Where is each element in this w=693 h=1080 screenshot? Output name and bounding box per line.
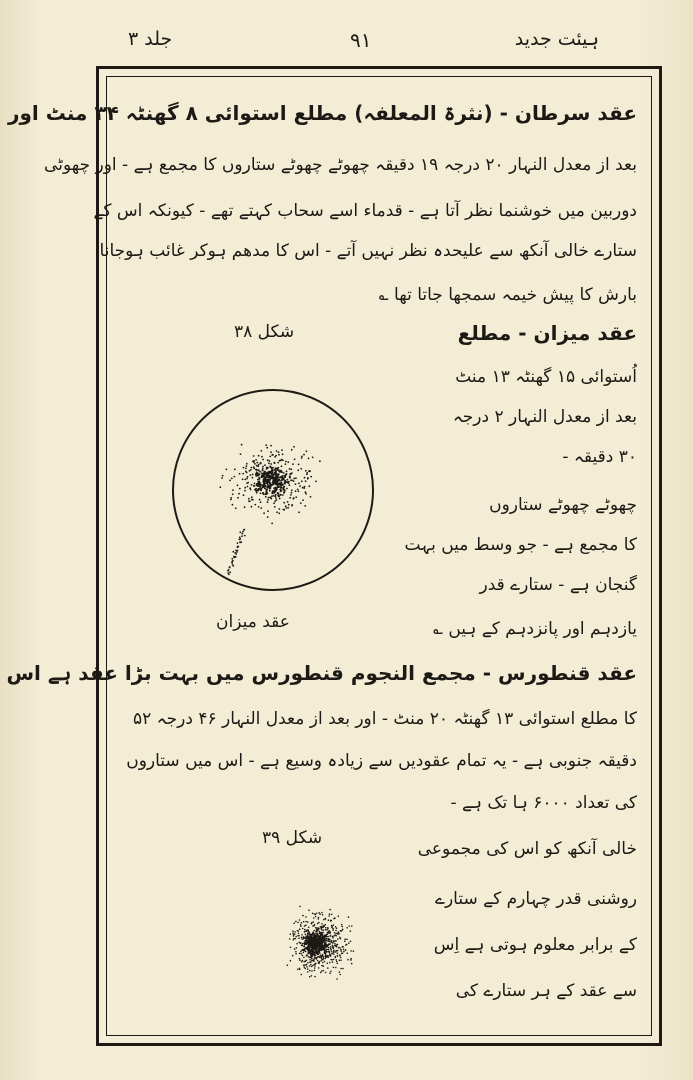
text-line: سے عقد کے ہر ستارے کی: [455, 981, 637, 1001]
text-line: کا مطلع استوائی ۱۳ گھنٹہ ۲۰ منٹ - اور بعد از معدل النہار ۴۶ درجہ ۵۲: [132, 709, 637, 729]
star-cluster-38: [172, 389, 374, 591]
figure-39-label: شکل ۳۹: [262, 828, 323, 848]
text-line: دوربین میں خوشنما نظر آتا ہے - قدماء اسے سحاب کہتے تھے - کیونکہ اس کے: [93, 201, 637, 221]
text-line: خالی آنکھ کو اس کی مجموعی: [417, 839, 637, 859]
text-line: یازدہم اور پانزدہم کے ہیں ؎: [432, 619, 637, 639]
page-number: ۹۱: [350, 28, 372, 52]
text-line: عقد میزان - مطلع: [457, 321, 637, 345]
text-line: عقد قنطورس - مجمع النجوم قنطورس میں بہت بڑا عقد ہے اس: [6, 661, 637, 685]
text-line: بعد از معدل النہار ۲۰ درجہ ۱۹ دقیقہ چھوٹے چھوٹے ستاروں کا مجمع ہے - اور چھوٹی: [44, 155, 637, 175]
text-line: ستارے خالی آنکھ سے علیحدہ نظر نہیں آتے - اس کا مدھم ہوکر غائب ہوجانا: [99, 241, 637, 261]
volume-label: جلد ۳: [128, 28, 173, 50]
text-line: کے برابر معلوم ہوتی ہے اِس: [433, 935, 637, 955]
text-line: بعد از معدل النہار ۲ درجہ: [452, 407, 637, 427]
figure-38-caption: عقد میزان: [216, 612, 290, 632]
text-line: روشنی قدر چہارم کے ستارے: [435, 889, 637, 909]
figure-38-label: شکل ۳۸: [234, 322, 295, 342]
text-line: کا مجمع ہے - جو وسط میں بہت: [404, 535, 637, 555]
book-title: ہیئت جدید: [514, 28, 599, 50]
text-line: کی تعداد ۶۰۰۰ ہا تک ہے -: [450, 793, 637, 813]
text-line: چھوٹے چھوٹے ستاروں: [489, 495, 637, 515]
text-line: گنجان ہے - ستارے قدر: [479, 575, 637, 595]
text-line: عقد سرطان - (نثرۃ المعلفہ) مطلع استوائی ۸ گھنٹہ ۳۴ منٹ اور: [7, 101, 637, 125]
text-line: ۳۰ دقیقہ -: [562, 447, 637, 467]
star-cluster-39: [228, 862, 378, 1010]
text-line: اُستوائی ۱۵ گھنٹہ ۱۳ منٹ: [455, 367, 637, 387]
text-line: بارش کا پیش خیمہ سمجھا جاتا تھا ؎: [378, 285, 637, 305]
text-line: دقیقہ جنوبی ہے - یہ تمام عقودیں سے زیادہ وسیع ہے - اس میں ستاروں: [126, 751, 637, 771]
